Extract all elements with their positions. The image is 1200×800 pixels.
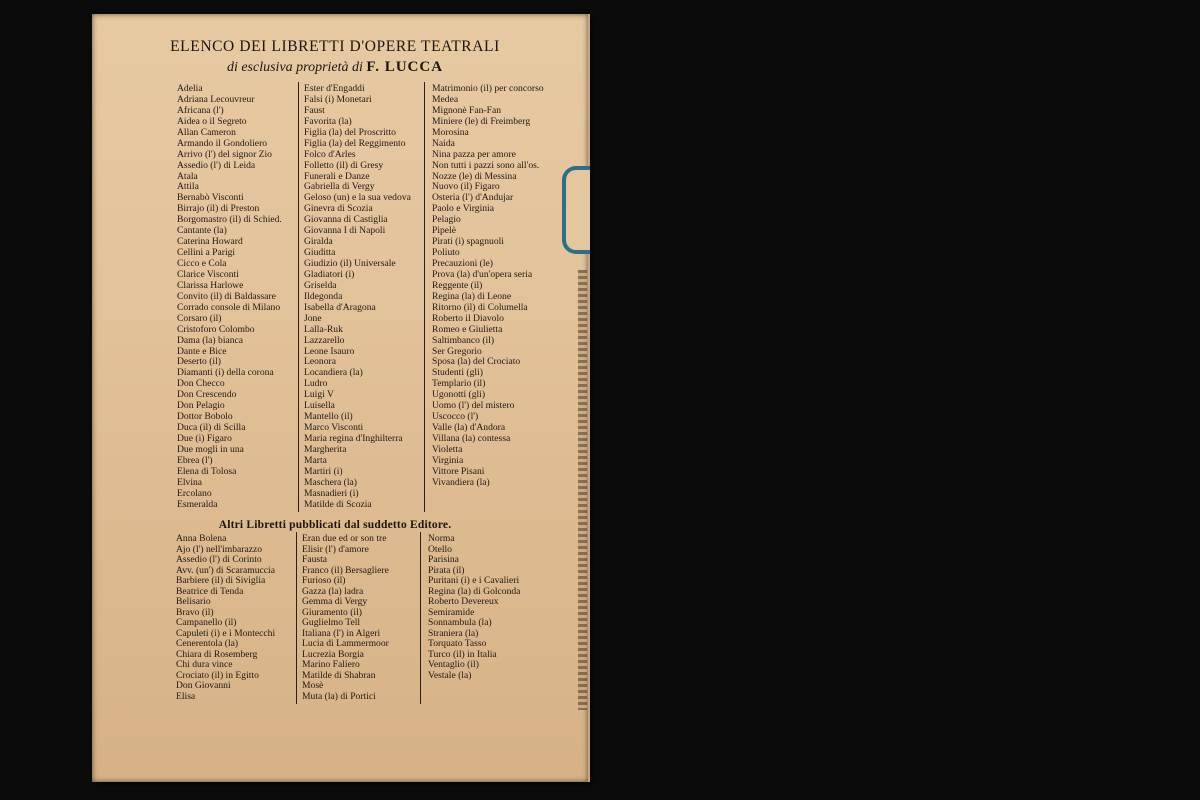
list2-column-2 (302, 534, 389, 702)
libretto-title: Norma (428, 533, 455, 544)
libretto-title: Precauzioni (le) (432, 258, 493, 269)
libretto-title: Capuleti (i) e i Montecchi (176, 627, 276, 639)
libretto-title: Bernabò Visconti (177, 192, 244, 204)
libretto-title: Marco Visconti (304, 422, 364, 434)
libretto-title: Falsi (i) Monetari (304, 93, 372, 105)
libretto-title: Borgomastro (il) di Schied. (177, 214, 282, 226)
libretto-title: Belisario (176, 596, 211, 607)
publisher-name: F. LUCCA (366, 59, 444, 75)
libretto-title: Gemma di Vergy (302, 596, 368, 607)
list1-column-2 (304, 84, 411, 511)
libretto-title: Don Giovanni (176, 680, 231, 691)
libretto-title: Semiramide (428, 606, 475, 618)
libretto-title: Turco (il) in Italia (428, 648, 497, 660)
libretto-title: Elvina (177, 476, 203, 488)
libretto-title: Vivandiera (la) (432, 476, 490, 488)
spine-edge (578, 270, 587, 710)
libretto-title: Nozze (le) di Messina (432, 170, 517, 182)
libretto-title: Sposa (la) del Crociato (432, 356, 521, 368)
libretto-title: Ginevra di Scozia (304, 203, 373, 215)
libretto-title: Crociato (il) in Egitto (176, 669, 259, 681)
libretto-title: Armando il Gondoliero (177, 137, 268, 149)
libretto-title: Giralda (304, 236, 333, 248)
list2-column-3 (428, 534, 520, 681)
libretto-title: Due mogli in una (177, 443, 244, 455)
libretto-title: Masnadieri (i) (304, 487, 359, 499)
libretto-title: Lucrezia Borgia (302, 648, 364, 660)
libretto-title: Ebrea (l') (177, 454, 213, 466)
libretto-title: Pelagio (432, 214, 461, 226)
list1-column-3 (432, 84, 544, 489)
libretto-title: Funerali e Danze (304, 170, 370, 182)
libretto-title: Corrado console di Milano (177, 301, 281, 313)
libretto-title: Favorita (la) (304, 115, 352, 127)
libretto-title: Clarice Visconti (177, 268, 239, 280)
libretto-title: Ventaglio (il) (428, 659, 479, 670)
libretto-title: Esmeralda (177, 498, 218, 510)
page-title: ELENCO DEI LIBRETTI D'OPERE TEATRALI (170, 38, 500, 55)
libretto-title: Maria regina d'Inghilterra (304, 433, 403, 444)
libretto-title: Chi dura vince (176, 659, 233, 670)
libretto-title: Medea (432, 93, 459, 105)
libretto-title: Lucia di Lammermoor (302, 638, 389, 649)
libretto-title: Valle (la) d'Andora (432, 422, 506, 434)
libretto-title: Convito (il) di Baldassare (177, 290, 276, 302)
libretto-title: Sonnambula (la) (428, 617, 492, 628)
libretto-title: Matilde di Shabran (302, 669, 376, 681)
libretto-title: Bravo (il) (176, 606, 214, 618)
libretto-title: Regina (la) di Leone (432, 290, 512, 302)
libretto-title: Leonora (304, 356, 336, 368)
libretto-title: Isabella d'Aragona (304, 301, 376, 313)
libretto-title: Muta (la) di Portici (302, 690, 376, 702)
libretto-title: Lazzarello (304, 334, 345, 346)
libretto-title: Torquato Tasso (428, 638, 487, 649)
libretto-title: Giudizio (il) Universale (304, 258, 396, 269)
libretto-title: Paolo e Virginia (432, 203, 494, 215)
libretto-title: Don Checco (177, 378, 225, 390)
binding-tab (562, 166, 590, 254)
libretto-title: Templario (il) (432, 378, 486, 390)
libretto-title: Leone Isauro (304, 345, 355, 357)
libretto-title: Naida (432, 137, 455, 149)
libretto-title: Jone (304, 312, 322, 324)
libretto-title: Parisina (428, 554, 459, 565)
libretto-title: Corsaro (il) (177, 312, 222, 324)
libretto-title: Atala (177, 170, 198, 182)
libretto-title: Saltimbanco (il) (432, 334, 495, 346)
libretto-title: Violetta (432, 443, 463, 455)
libretto-title: Pirata (il) (428, 564, 465, 576)
libretto-title: Prova (la) d'un'opera seria (432, 268, 533, 280)
libretto-title: Eran due ed or son tre (302, 533, 387, 544)
libretto-title: Due (i) Figaro (177, 433, 232, 444)
libretto-title: Giuramento (il) (302, 606, 362, 618)
libretto-title: Cicco e Cola (177, 258, 227, 269)
libretto-title: Assedio (l') di Leida (177, 159, 256, 171)
libretto-title: Puritani (i) e i Cavalieri (428, 575, 520, 586)
libretto-title: Cantante (la) (177, 225, 227, 237)
libretto-title: Vestale (la) (428, 669, 472, 681)
column-divider (296, 532, 297, 704)
libretto-title: Elena di Tolosa (177, 465, 237, 477)
column-divider (298, 82, 299, 512)
libretto-title: Figlia (la) del Reggimento (304, 137, 406, 149)
libretto-title: Morosina (432, 126, 469, 138)
libretto-title: Figlia (la) del Proscritto (304, 126, 396, 138)
libretto-title: Reggente (il) (432, 279, 483, 291)
libretto-title: Don Crescendo (177, 389, 237, 401)
libretto-title: Fausta (302, 554, 328, 565)
libretto-title: Assedio (l') di Corinto (176, 554, 262, 565)
libretto-title: Matrimonio (il) per concorso (432, 83, 544, 94)
libretto-title: Ludro (304, 378, 328, 390)
libretto-title: Anna Bolena (176, 533, 227, 544)
libretto-title: Ugonotti (gli) (432, 389, 486, 401)
libretto-title: Straniera (la) (428, 627, 479, 639)
libretto-title: Beatrice di Tenda (176, 585, 244, 597)
libretto-title: Romeo e Giulietta (432, 323, 503, 335)
libretto-title: Nuovo (il) Figaro (432, 181, 500, 193)
libretto-title: Giovanna I di Napoli (304, 225, 386, 237)
libretto-title: Dottor Bobolo (177, 411, 233, 423)
page-subtitle (100, 59, 570, 76)
libretto-title: Arrivo (l') del signor Zio (177, 148, 272, 160)
libretto-title: Griselda (304, 279, 337, 291)
libretto-title: Dama (la) bianca (177, 334, 244, 346)
libretto-title: Marino Faliero (302, 659, 360, 670)
libretto-title: Clarissa Harlowe (177, 279, 244, 291)
libretto-title: Miniere (le) di Freimberg (432, 115, 531, 127)
libretto-title: Don Pelagio (177, 400, 225, 412)
libretto-title: Uomo (l') del mistero (432, 400, 515, 412)
libretto-title: Maschera (la) (304, 476, 357, 488)
libretto-title: Cristoforo Colombo (177, 323, 255, 335)
libretto-title: Otello (428, 543, 452, 555)
libretto-title: Guglielmo Tell (302, 617, 361, 628)
libretto-title: Pipelè (432, 225, 456, 237)
libretto-title: Avv. (un') di Scaramuccia (176, 564, 275, 576)
libretto-title: Allan Cameron (177, 126, 236, 138)
libretto-title: Villana (la) contessa (432, 433, 511, 444)
libretto-title: Geloso (un) e la sua vedova (304, 192, 411, 204)
libretto-title: Virginia (432, 454, 464, 466)
libretto-title: Lalla-Ruk (304, 323, 343, 335)
libretto-title: Folletto (il) di Gresy (304, 159, 384, 171)
libretto-title: Uscocco (l') (432, 411, 479, 423)
libretto-title: Gazza (la) ladra (302, 585, 364, 597)
libretto-title: Attila (177, 181, 199, 193)
libretto-title: Gladiatori (i) (304, 268, 355, 280)
libretto-title: Italiana (l') in Algeri (302, 627, 381, 639)
libretto-title: Martiri (i) (304, 465, 343, 477)
libretto-title: Aidea o il Segreto (177, 115, 247, 127)
libretto-title: Mosè (302, 680, 324, 691)
libretto-title: Luisella (304, 400, 335, 412)
libretto-title: Luigi V (304, 389, 334, 401)
libretto-title: Mantello (il) (304, 411, 353, 423)
column-divider (424, 82, 425, 512)
libretto-title: Birrajo (il) di Preston (177, 203, 260, 215)
subtitle-prefix: di esclusiva proprietà di (226, 60, 363, 75)
libretto-title: Pirati (i) spagnuoli (432, 236, 504, 248)
libretto-title: Elisa (176, 690, 196, 702)
libretto-title: Africana (l') (177, 104, 224, 116)
libretto-title: Deserto (il) (177, 356, 221, 368)
libretto-title: Nina pazza per amore (432, 148, 516, 160)
libretto-title: Ser Gregorio (432, 345, 482, 357)
libretto-title: Furioso (il) (302, 575, 346, 586)
libretto-title: Regina (la) di Golconda (428, 585, 521, 597)
libretto-title: Elisir (l') d'amore (302, 543, 369, 555)
column-divider (420, 532, 421, 704)
libretto-title: Matilde di Scozia (304, 498, 372, 510)
libretto-title: Chiara di Rosemberg (176, 648, 258, 660)
libretto-title: Roberto il Diavolo (432, 312, 504, 324)
libretto-title: Giuditta (304, 247, 336, 259)
libretto-title: Cellini a Parigi (177, 247, 236, 259)
libretto-title: Cenerentola (la) (176, 638, 239, 649)
list2-column-1 (176, 534, 275, 702)
libretto-title: Adelia (177, 83, 203, 94)
libretto-title: Locandiera (la) (304, 367, 363, 379)
libretto-title: Ritorno (il) di Columella (432, 301, 528, 313)
libretto-title: Mignonè Fan-Fan (432, 104, 502, 116)
libretto-title: Ajo (l') nell'imbarazzo (176, 543, 263, 555)
libretto-title: Franco (il) Bersagliere (302, 564, 389, 576)
libretto-title: Roberto Devereux (428, 596, 499, 607)
libretto-title: Vittore Pisani (432, 465, 485, 477)
section-2-title: Altri Libretti pubblicati dal suddetto Editore. (218, 519, 452, 531)
libretto-title: Ildegonda (304, 290, 343, 302)
libretto-title: Barbiere (il) di Siviglia (176, 575, 266, 586)
libretto-title: Diamanti (i) della corona (177, 367, 274, 379)
libretto-title: Adriana Lecouvreur (177, 93, 255, 105)
libretto-title: Duca (il) di Scilla (177, 422, 246, 434)
libretto-title: Marta (304, 454, 327, 466)
libretto-title: Dante e Bice (177, 345, 227, 357)
libretto-title: Margherita (304, 443, 347, 455)
libretto-title: Poliuto (432, 247, 460, 259)
libretto-title: Ercolano (177, 487, 212, 499)
libretto-title: Giovanna di Castiglia (304, 214, 388, 226)
libretto-title: Caterina Howard (177, 236, 243, 248)
libretto-title: Ester d'Engaddi (304, 83, 365, 94)
libretto-title: Osteria (l') d'Andujar (432, 192, 514, 204)
list1-column-1 (177, 84, 282, 511)
libretto-title: Studenti (gli) (432, 367, 483, 379)
libretto-title: Folco d'Arles (304, 148, 356, 160)
libretto-title: Faust (304, 104, 325, 116)
libretto-title: Gabriella di Vergy (304, 181, 375, 193)
libretto-title: Campanello (il) (176, 617, 237, 628)
libretto-title: Non tutti i pazzi sono all'os. (432, 159, 540, 171)
